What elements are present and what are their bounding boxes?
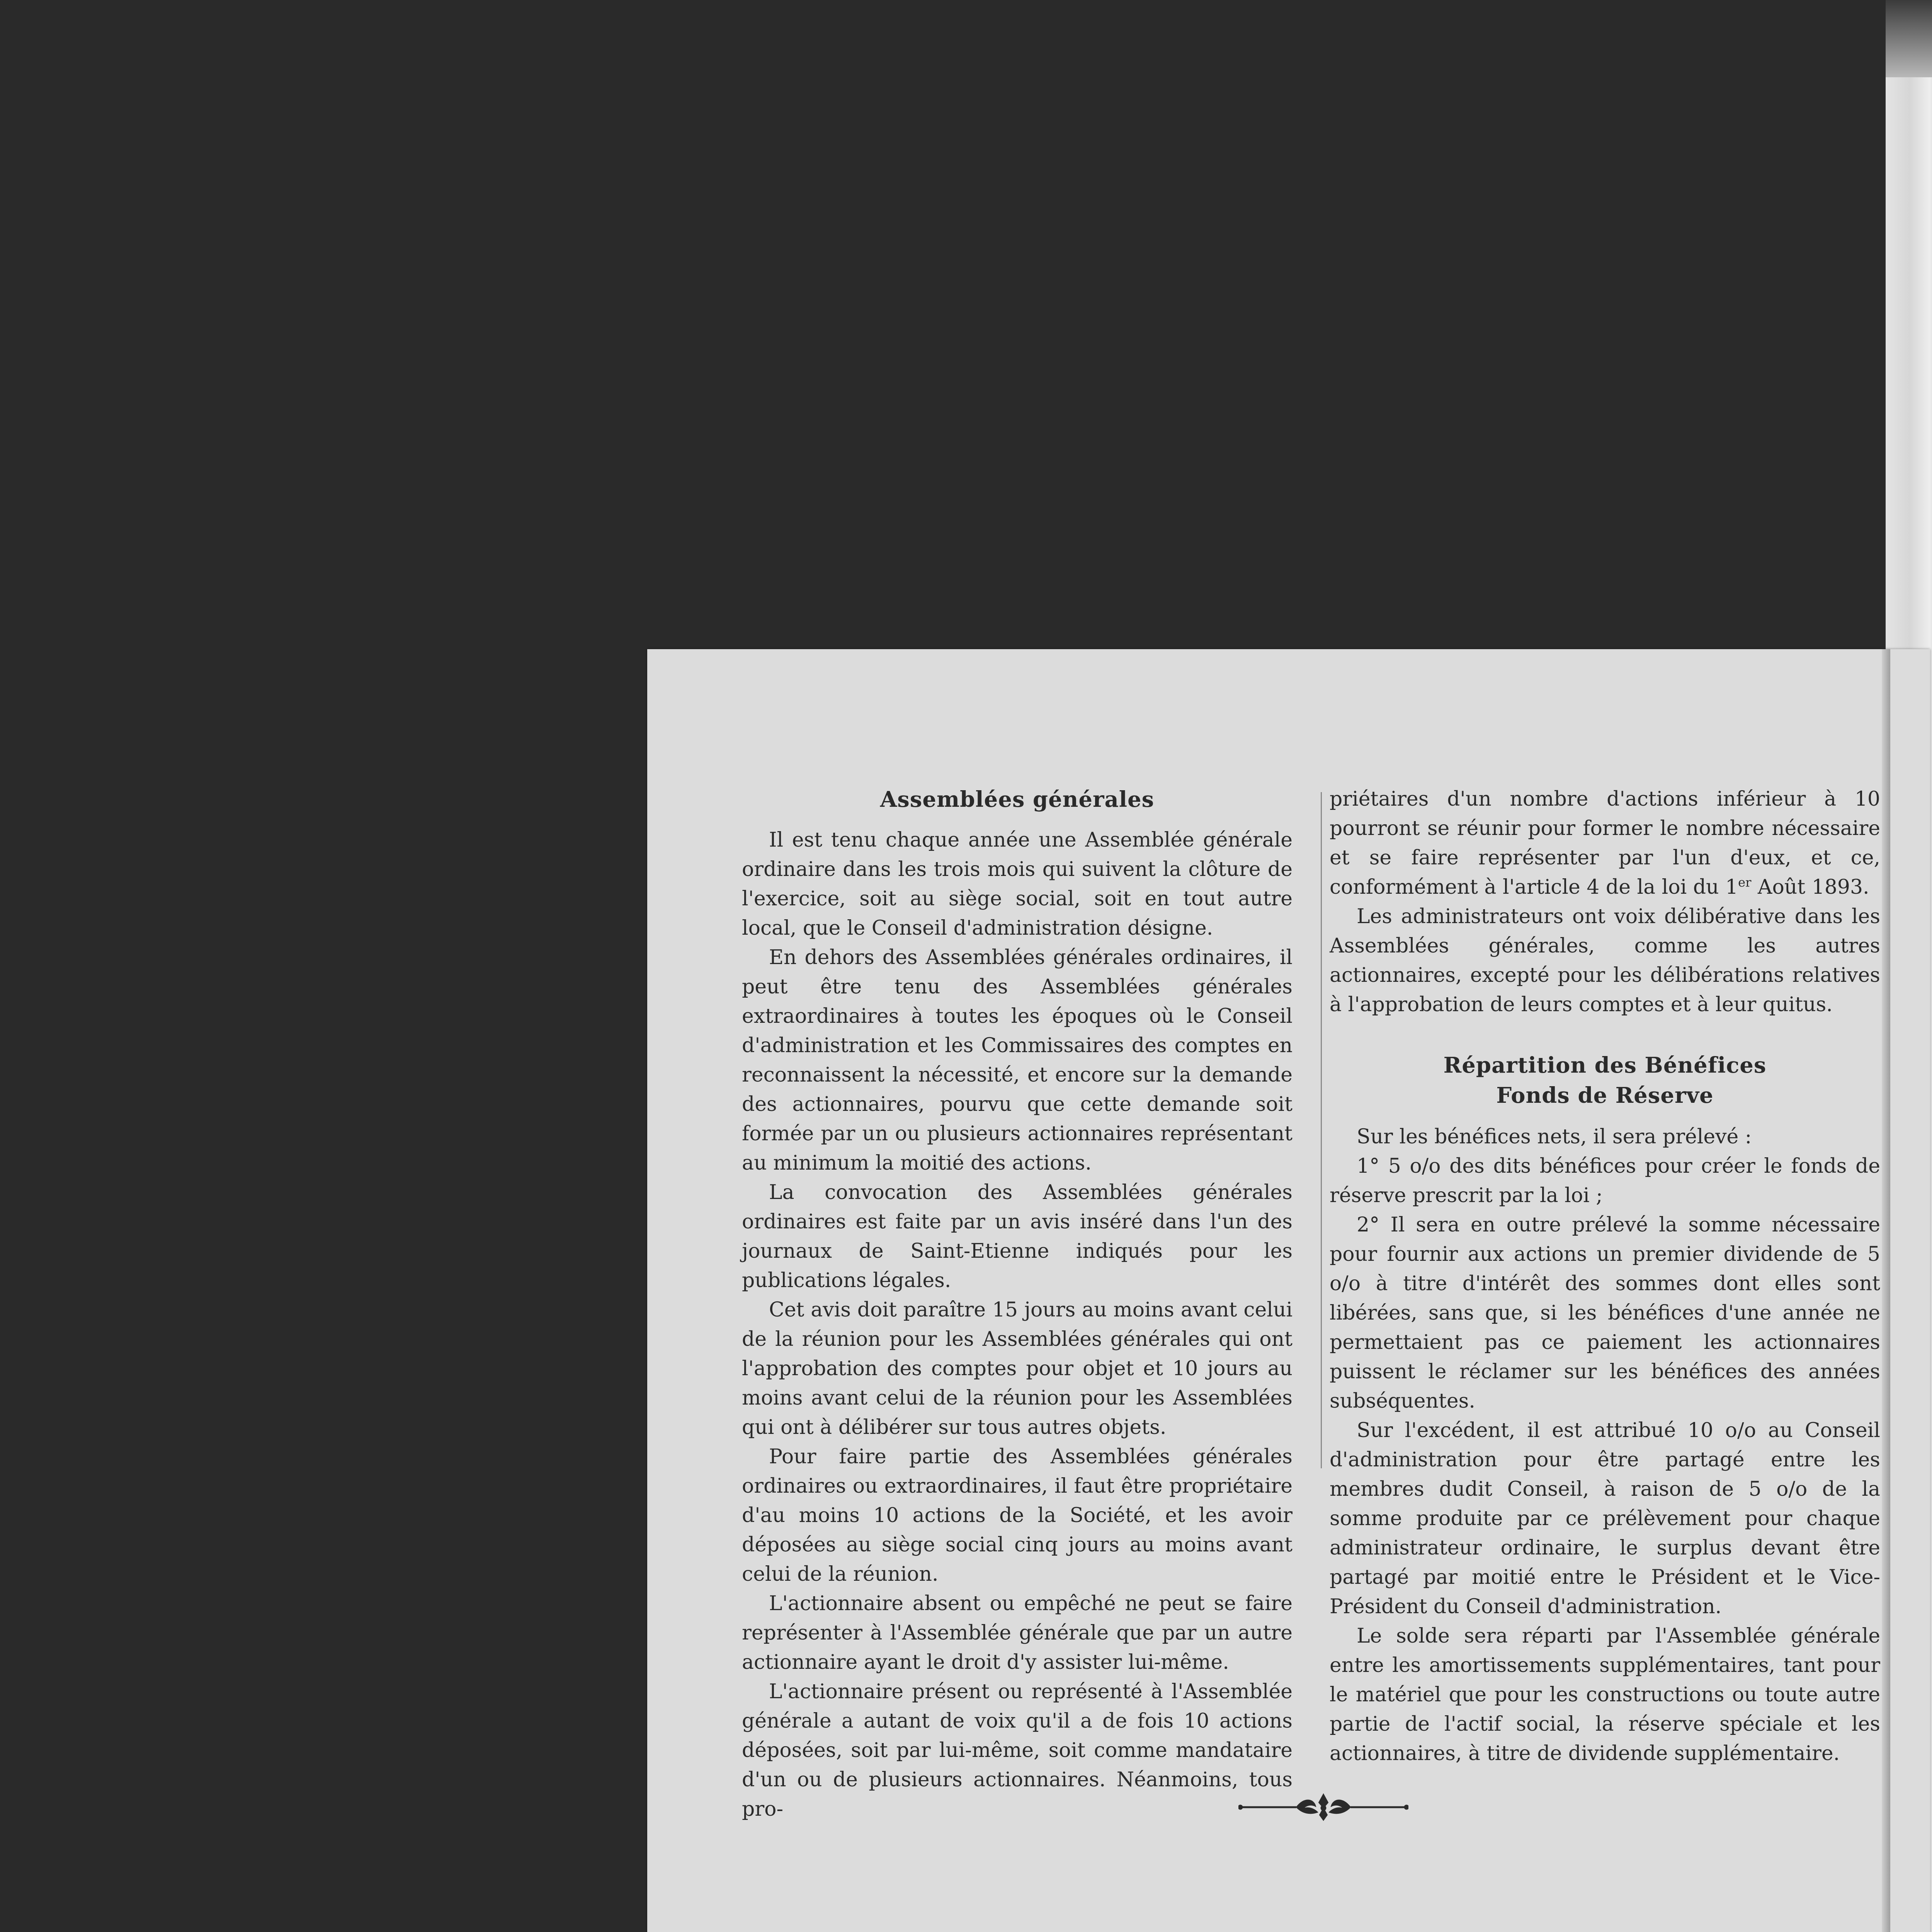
page-edge-shadow	[1882, 649, 1890, 1932]
continuation-end: Août 1893.	[1751, 876, 1869, 899]
paragraph: Le solde sera réparti par l'Assemblée générale entre les amortissements supplémentaires, tant pour le matériel que pour les constructions ou toute autre partie de l'actif social, la réserve spéciale et les actionnaires, à titre de dividende supplémentaire.	[1330, 1624, 1880, 1765]
right-column	[1330, 784, 1880, 1768]
fleuron-ornament-icon	[1238, 1791, 1408, 1822]
section-heading-repartition: Répartition des Bénéfices	[1443, 1053, 1767, 1078]
paragraph: Pour faire partie des Assemblées générales ordinaires ou extraordinaires, il faut être propriétaire d'au moins 10 actions de la Société, et les avoir déposées au siège social cinq jours au moins avant celui de la réunion.	[742, 1445, 1293, 1586]
column-divider	[1321, 792, 1322, 1468]
paragraph: Sur l'excédent, il est attribué 10 o/o au Conseil d'administration pour être partagé entre les membres dudit Conseil, à raison de 5 o/o de la somme produite par ce prélèvement pour chaque administrateur ordinaire, le surplus devant être partagé par moitié entre le Président et le Vice-Président du Conseil d'administration.	[1330, 1419, 1880, 1618]
continuation-text: priétaires d'un nombre d'actions inférieur à 10 pourront se réunir pour former le nombre nécessaire et se faire représenter par l'un d'eux, et ce, conformément à l'article 4 de la loi du 1	[1330, 787, 1880, 899]
paragraph: Les administrateurs ont voix délibérative dans les Assemblées générales, comme les autres actionnaires, excepté pour les délibérations relatives à l'approbation de leurs comptes et à leur quitus.	[1330, 905, 1880, 1016]
paragraph: Il est tenu chaque année une Assemblée générale ordinaire dans les trois mois qui suivent la clôture de l'exercice, soit au siège social, soit en tout autre local, que le Conseil d'administration désigne.	[742, 828, 1293, 940]
paragraph: Sur les bénéfices nets, il sera prélevé :	[1357, 1125, 1752, 1148]
paragraph: 1° 5 o/o des dits bénéfices pour créer le fonds de réserve prescrit par la loi ;	[1330, 1155, 1880, 1207]
paragraph: 2° Il sera en outre prélevé la somme nécessaire pour fournir aux actions un premier dividende de 5 o/o à titre d'intérêt des sommes dont elles sont libérées, sans que, si les bénéfices d'une année ne permettaient pas ce paiement les actionnaires puissent le réclamer sur les bénéfices des années subséquentes.	[1330, 1213, 1880, 1413]
document-page	[647, 649, 1930, 1932]
ordinal-superscript: er	[1738, 875, 1752, 890]
paragraph: L'actionnaire absent ou empêché ne peut se faire représenter à l'Assemblée générale que par un autre actionnaire ayant le droit d'y assister lui-même.	[742, 1592, 1293, 1674]
adjacent-pages-top	[1886, 0, 1932, 77]
paragraph: L'actionnaire présent ou représenté à l'Assemblée générale a autant de voix qu'il a de fois 10 actions déposées, soit par lui-même, soit comme mandataire d'un ou de plusieurs actionnaires. Néanmoins, tous pro-	[742, 1680, 1293, 1821]
left-column	[742, 784, 1293, 1824]
section-heading-fonds: Fonds de Réserve	[1496, 1083, 1714, 1108]
paragraph: En dehors des Assemblées générales ordinaires, il peut être tenu des Assemblées générales extraordinaires à toutes les époques où le Conseil d'administration et les Commissaires des comptes en reconnaissent la nécessité, et encore sur la demande des actionnaires, pourvu que cette demande soit formée par un ou plusieurs actionnaires représentant au minimum la moitié des actions.	[742, 946, 1293, 1175]
paragraph: Cet avis doit paraître 15 jours au moins avant celui de la réunion pour les Assemblées générales qui ont l'approbation des comptes pour objet et 10 jours au moins avant celui de la réunion pour les Assemblées qui ont à délibérer sur tous autres objets.	[742, 1298, 1293, 1439]
section-heading-assemblees: Assemblées générales	[880, 787, 1155, 812]
paragraph: La convocation des Assemblées générales ordinaires est faite par un avis inséré dans l'un des journaux de Saint-Etienne indiqués pour les publications légales.	[742, 1181, 1293, 1292]
paragraph-continuation	[1330, 784, 1880, 902]
